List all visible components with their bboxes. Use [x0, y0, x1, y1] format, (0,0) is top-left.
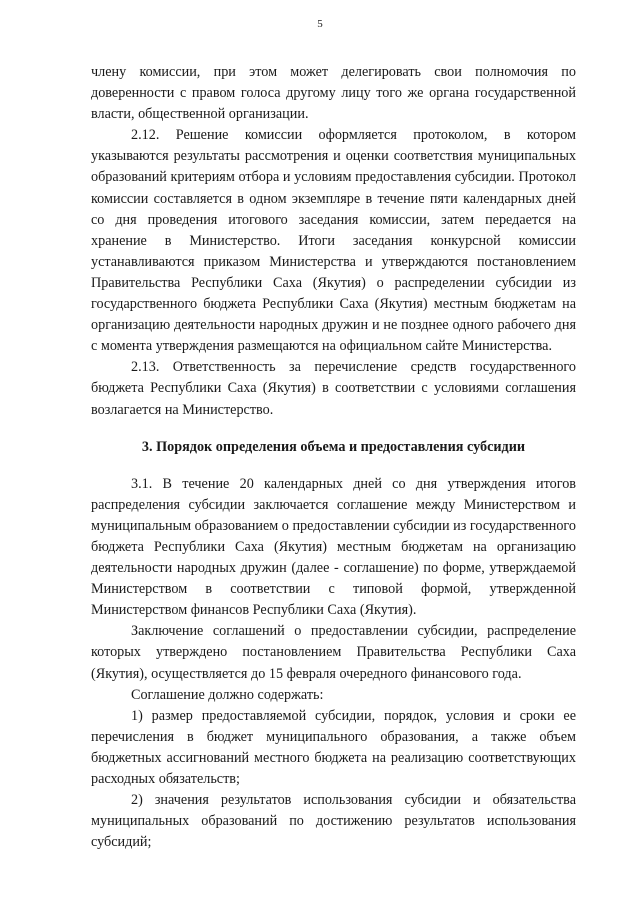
list-item-2: 2) значения результатов использования субсидии и обязательства муниципальных образований по достижению результатов использования субсидий; [91, 792, 576, 851]
paragraph-continuation: члену комиссии, при этом может делегировать свои полномочия по доверенности с правом голоса другому лицу того же органа государственной власти, общественной организации. [91, 64, 576, 123]
paragraph-2-13: 2.13. Ответственность за перечисление средств государственного бюджета Республики Саха (Якутия) в соответствии с условиями соглашения возлагается на Министерство. [91, 359, 576, 418]
list-item-1: 1) размер предоставляемой субсидии, порядок, условия и сроки ее перечисления в бюджет муниципального образования, а также объем бюджетных ассигнований местного бюджета на реализацию соответствующих расходных обязательств; [91, 707, 576, 787]
section-3-heading: 3. Порядок определения объема и предоставления субсидии [141, 438, 526, 455]
paragraph-agreement-deadline: Заключение соглашений о предоставлении субсидии, распределение которых утверждено постановлением Правительства Республики Саха (Якутия), осуществляется до 15 февраля очередного финансового года. [91, 623, 576, 682]
paragraph-3-1: 3.1. В течение 20 календарных дней со дня утверждения итогов распределения субсидии заключается соглашение между Министерством и муниципальным образованием о предоставлении субсидии из государственного бюджета Республики Саха (Якутия) местным бюджетам на организацию деятельности народных дружин (далее - соглашение) по форме, утверждаемой Министерством в соответствии с типовой формой, утвержденной Министерством финансов Республики Саха (Якутия). [91, 475, 576, 619]
document-body [91, 62, 576, 853]
paragraph-agreement-contents: Соглашение должно содержать: [131, 686, 324, 703]
page-number: 5 [317, 18, 323, 30]
paragraph-2-12: 2.12. Решение комиссии оформляется протоколом, в котором указываются результаты рассмотрения и оценки соответствия муниципальных образований критериям отбора и условиям предоставления субсидии. Протокол комиссии составляется в одном экземпляре в течение пяти календарных дней со дня проведения итогового заседания комиссии, затем передается на хранение в Министерство. Итоги заседания конкурсной комиссии устанавливаются приказом Министерства и утверждаются постановлением Правительства Республики Саха (Якутия) о распределении субсидии из государственного бюджета Республики Саха (Якутия) местным бюджетам на организацию деятельности народных дружин и не позднее одного рабочего дня с момента утверждения размещаются на официальном сайте Министерства. [91, 127, 576, 355]
